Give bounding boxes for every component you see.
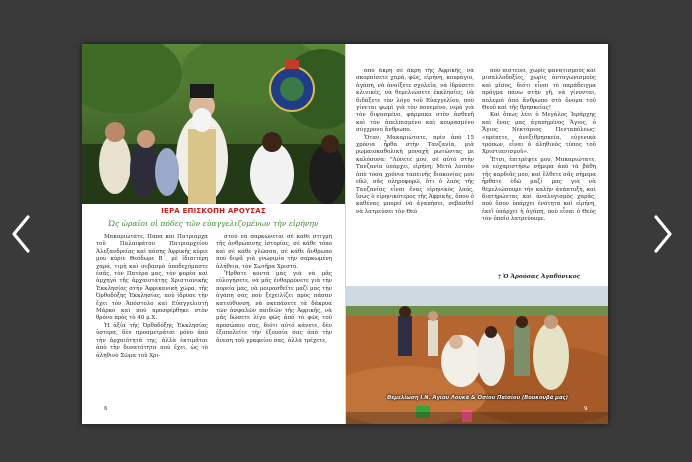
right-page-column-1 [356,68,474,286]
paragraph: Ἤρθατε κοντά μας γιὰ νὰ μᾶς εὐλογήσετε, νὰ μᾶς ἐνθαρρύνετε γιὰ τὴν πορεία μας, νὰ μοιρασθεῖτε μαζί μας τὴν ἀγάπη σας ποὺ ξεχειλίζει πρὸς πάσαν κατεύθυνση, νὰ σκεπάσετε τὰ δάκρυα τῶν ἀσφαλῶν παιδιῶν τῆς Ἀφρικῆς, νὰ μᾶς δώσετε λίγο φῶς ἀπὸ τὸ φῶς τοῦ προσώπου σας, διότι αὐτό κάνετε, δὲν ἐξαπολείτε τὴν ἐξουσία σας ἀπὸ τὴν ἄνεση τοῦ γραφείου σας, ἀλλὰ τρέχετε, [216,271,332,344]
right-page-column-2 [482,68,596,272]
paragraph: Ἔτσι, ἐπιτρέψτε μου, Μακαριώτατε, νὰ εὐχαριστήσω σήμερα ἀπὸ τὰ βάθη τῆς καρδιᾶς μου, καὶ ἔλθετε σᾶς σήμερα ἦρθατε ἐδῶ μαζί μας γιὰ νὰ θεμελιώσουμε τὴν καλὴν ἀνάπτυξη, καὶ διατηρώντας καὶ ἀναλογισμὸς χαρᾶς, ποὺ ὅσον ὑπάρχει ἐνότητα καὶ εἰρήνη, ἐκεῖ ὑπάρχει ἡ ἀγάπη, ποὺ εἶναι ὁ Θεὸς τὸν ὁποῖο λατρεύουμε. [482,156,596,223]
paragraph: ἀπὸ ἄκρη σὲ ἄκρη τῆς Ἀφρικῆς, νὰ σκορπίσετε χαρά, φῶς, εἰρήνη, κουράγιο, ἀγάπη, νὰ ἀνοίξετε σχολεῖα, νὰ ἱδρύσετε κλινικές, νὰ θεμελιώσετε ἐκκλησίες, νὰ διδάξετε τὸν λόγο τοῦ Εὐαγγελίου, ποὺ γίνεται ψωμὶ γιὰ τὸν πονεμένο, νερὸ γιὰ τὸν διψασμένο, φάρμακο στὸν ἀσθενῆ καὶ τὸν ἀπελπισμένο καὶ κουρασμένο σύγχρονο ἄνθρωπο. [356,68,474,134]
page-number: 6 [104,406,108,412]
chevron-left-icon [11,215,31,253]
magazine-spread [82,44,608,424]
right-page[interactable] [345,44,608,424]
article-subtitle: Ὡς ὡραῖοι οἱ πόδες τῶν εὐαγγελιζομένων τὴν εἰρήνην [108,219,319,228]
left-page-column-1 [96,234,208,410]
paragraph: στοῦ νὰ σαρκώνεται σὲ κάθε στιγμὴ τῆς ἀνθρώπινης ἱστορίας, σὲ κάθε τόπο καὶ σὲ κάθε γλῶσσα, σὲ κάθε ἄνθρωπο ποὺ διψᾶ γιὰ γνωριμία τὴν σαρκωμένη ἀλήθεια, τὸν Σωτῆρα Χριστό. [216,234,332,270]
paragraph: Ὅταν, Μακαριώτατε, πρὶν ἀπὸ 15 χρόνια ἦρθα στὴν Τανζανία, μιὰ ρωμαιοκαθολικὴ μοναχὴ ρωτώντας με καλόσυνα: "Λύνετε μου, σὲ αὐτὸ στὴν Τανζανία ὑπάρχει, εἰρήνη; Μετὰ λοιπὸν ἀπὸ τόσα χρόνια ταπεινῆς διακονίας μου εδῶ, σᾶς πληροφορῶ, ὅτι ὁ λαὸς τῆς Τανζανίας εἶναι ἕνας εἰρηνικὸς λαός, ἴσως ὁ εἰρηνικότερος τῆς Ἀφρικῆς, ὅπου ὁ καθένας μπορεῖ νὰ ἀγαπήσει, σεβασθεῖ νὰ λατρεύσει τὸν Θεό [356,134,474,215]
paragraph: Μακαριώτατε, Πάπα καὶ Πατριάρχα τοῦ Παλαιφάτου Πατριαρχείου Ἀλεξανδρείας καὶ πάσης Ἀφρικῆς κύριε μου κύριε Θεόδωρε Β΄, μὲ ἰδιαιτέρη χαρά, τιμὴ καὶ σεβασμὸ ὑποδεχόμαστε ἐσᾶς, τὸν Πατέρα μας, τὸν φορέα καὶ ἀρχηγὸ τῆς ἀρχαιοτάτης Χριστιανικῆς Ἐκκλησίας στὴν Ἀφρικανικὴ χώρα, τῆς Ὀρθοδόξης Ἐκκλησίας, ποὺ ἱδρυσε τὴν ἔχει τὸν Ἀπόστολο καὶ Εὐαγγελιστὴ Μάρκο καὶ ποὺ προσφέρθηκε στὸν θρόνο πρὸς τὸ 40 μ.Χ. [96,234,208,322]
paragraph: ποὺ πιστεύει, χωρὶς φανατισμοὺς καὶ μισαλλοδοξίες, χωρὶς ἀνταγωνισμοὺς καὶ μῖσος, διότι εἶναι τὸ παράδειγμα πράγμα πάνω στὴν γῆ, νὰ γίνονται, πολεμοὶ ἀπὸ ἄνθρωπο στὸ ὄνομα τοῦ Θεοῦ καὶ τῆς θρησκείας! [482,68,596,112]
paragraph: Καὶ ὅπως λέει ὁ Μεγάλος Ἱεράρχης καὶ ἕνας μας ἀγαπημένος Ἅγιος, ὁ Ἅγιος Νεκτάριος Πενταπόλεως: «πρέπετε, ἀνεξιθρησκεία, εὐγενικὰ τρόπων, εἶναι ὁ ἀληθινὸς τύπος τοῦ Χριστιανισμοῦ». [482,112,596,156]
previous-page-button[interactable] [6,212,36,256]
photo-caption: Θεμελίωση Ι.Ν. Ἁγίου Λουκᾶ & Ὁσίου Παϊσίου (Βουκουβά μας) [387,395,568,401]
next-page-button[interactable] [648,212,678,256]
foundation-photo [346,286,608,424]
left-page-column-2 [216,234,332,410]
bishop-photo [82,44,345,204]
paragraph: Ἡ ἀξία τῆς Ὀρθοδόξης Ἐκκλησίας ὑστερα, δὲν προσμετρᾶται μόνο ἀπὸ τὴν ἀρχαιότητά της, ἀλλὰ ἐκτιμᾶται ἀπὸ τὴν δυνατότητα ποὺ ἔχει, ὡς τὸ ἀληθινὸ Σῶμα τοῦ Χρι- [96,322,208,359]
page-number: 9 [584,406,588,412]
photo-title: ΙΕΡΑ ΕΠΙΣΚΟΠΗ ΑΡΟΥΣΑΣ [161,207,266,215]
chevron-right-icon [653,215,673,253]
signature: † Ὁ Ἀρούσας Ἀγαθόνικος [498,274,581,280]
left-page[interactable] [82,44,345,424]
